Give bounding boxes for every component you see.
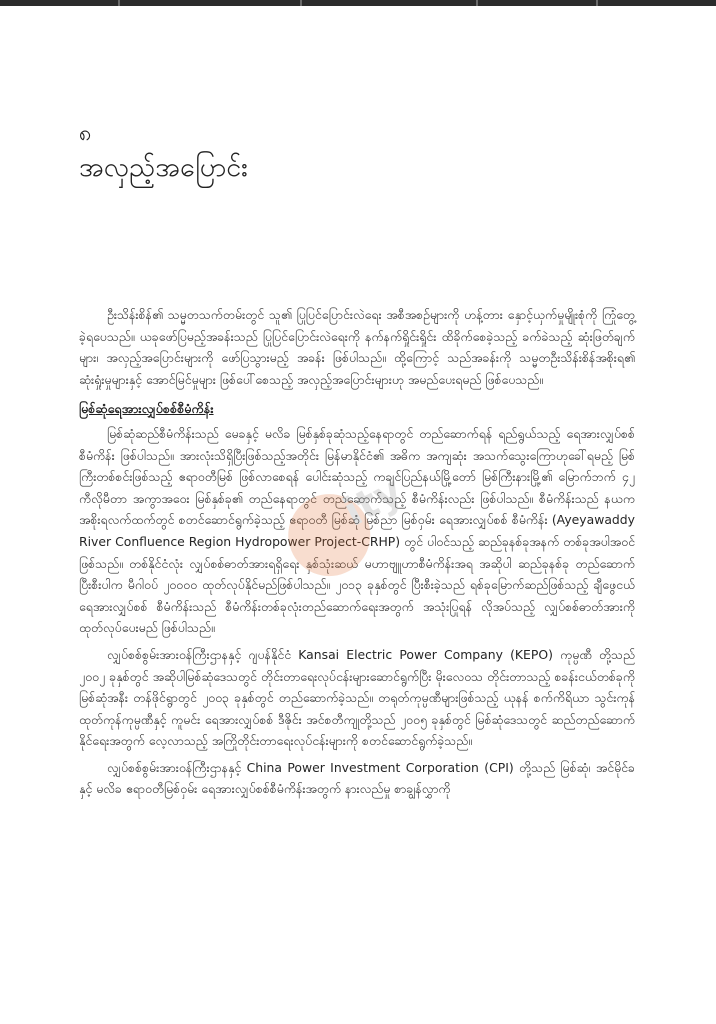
body-paragraph: လျှပ်စစ်စွမ်းအားဝန်ကြီးဌာနနှင့် China Power Investment Corporation (CPI) တို့သည် မြစ်ဆုံ၊ အင်မိုင်ခနှင့် မလိခ ဧရာဝတီမြစ်ဝှမ်း ရေအားလျှပ်စစ်စီမံကိန်းအတွက် နားလည်မှု စာချွန်လွှာကို — [79, 759, 635, 797]
chapter-number: ၈ — [79, 121, 92, 146]
section-heading: မြစ်ဆုံရေအားလျှပ်စစ်စီမံကိန်း — [79, 401, 214, 417]
chapter-title: အလှည့်အပြောင်း — [79, 152, 249, 183]
intro-paragraph: ဦးသိန်းစိန်၏ သမ္မတသက်တမ်းတွင် သူ၏ ပြုပြင်ပြောင်းလဲရေး အစီအစဉ်များကို ဟန့်တား နှောင့်ယှက်မှုမျိုးစုံကို ကြုံတွေ့ခဲ့ရပေသည်။ ယခုဖော်ပြမည့်အခန်းသည် ပြုပြင်ပြောင်းလဲရေးကို နက်နက်ရှိုင်းရှိုင်း ထိခိုက်စေခဲ့သည့် ခက်ခဲသည့် ဆုံးဖြတ်ချက်များ၊ အလှည့်အပြောင်းများကို ဖော်ပြသွားမည့် အခန်း ဖြစ်ပါသည်။ ထို့ကြောင့် သည်အခန်းကို သမ္မတဦးသိန်းစိန်အစိုးရ၏ ဆုံးရှုံးမှုများနှင့် အောင်မြင်မှုများ ဖြစ်ပေါ်စေသည့် အလှည့်အပြောင်းများဟု အမည်ပေးရမည် ဖြစ်ပေသည်။ — [79, 307, 635, 387]
watermark-text: ity — [336, 467, 410, 536]
page-body — [79, 304, 635, 805]
body-paragraph: မြစ်ဆုံဆည်စီမံကိန်းသည် မေခနှင့် မလိခ မြစ်နှစ်ခုဆုံသည့်နေရာတွင် တည်ဆောက်ရန် ရည်ရွယ်သည့် ရေအားလျှပ်စစ်စီမံကိန်း ဖြစ်ပါသည်။ အားလုံးသိရှိပြီးဖြစ်သည့်အတိုင်း မြန်မာနိုင်ငံ၏ အဓိက အကျဆုံး အသက်သွေးကြောဟုခေါ်ရမည့် မြစ်ကြီးတစ်စင်းဖြစ်သည့် ဧရာဝတီမြစ် ဖြစ်လာစေရန် ပေါင်းဆုံသည့် ကချင်ပြည်နယ်မြို့တော် မြစ်ကြီးနားမြို့၏ မြောက်ဘက် ၄၂ ကီလိုမီတာ အကွာအဝေး မြစ်နှစ်ခု၏ တည်နေရာတွင် တည်ဆောက်သည့် စီမံကိန်းလည်း ဖြစ်ပါသည်။ စီမံကိန်းသည် နယက အစိုးရလက်ထက်တွင် စတင်ဆောင်ရွက်ခဲ့သည့် ဧရာဝတီ မြစ်ဆုံ မြစ်ညာ မြစ်ဝှမ်း ရေအားလျှပ်စစ် စီမံကိန်း (Ayeyawaddy River Confluence Region Hydropower Project-CRHP) တွင် ပါဝင်သည့် ဆည်ခုနစ်ခုအနက် တစ်ခုအပါအဝင်ဖြစ်သည်။ တစ်နိုင်ငံလုံး လျှပ်စစ်ဓာတ်အားရရှိရေး နှစ်သုံးဆယ် မဟာဗျူဟာစီမံကိန်းအရ အဆိုပါ ဆည်ခုနစ်ခု တည်ဆောက်ပြီးစီးပါက မီဂါဝပ် ၂၀၀၀၀ ထုတ်လုပ်နိုင်မည်ဖြစ်ပါသည်။ ၂၀၁၃ ခုနှစ်တွင် ပြီးစီးခဲ့သည် ရစ်ခုမြောက်ဆည်ဖြစ်သည့် ချီဖွေငယ် ရေအားလျှပ်စစ် စီမံကိန်းသည် စီမံကိန်းတစ်ခုလုံးတည်ဆောက်ရေးအတွက် အသုံးပြုရန် လိုအပ်သည့် လျှပ်စစ်ဓာတ်အားကို ထုတ်လုပ်ပေးမည် ဖြစ်ပါသည်။ — [79, 425, 635, 636]
body-paragraph: လျှပ်စစ်စွမ်းအားဝန်ကြီးဌာနနှင့် ဂျပန်နိုင်ငံ Kansai Electric Power Company (KEPO) ကုမ္ပဏီ တို့သည် ၂၀၀၂ ခုနှစ်တွင် အဆိုပါမြစ်ဆုံဒေသတွင် တိုင်းတာရေးလုပ်ငန်းများဆောင်ရွက်ပြီး မိုးလေဝသ တိုင်းတာသည့် စခန်းငယ်တစ်ခုကို မြစ်ဆုံအနီး တန်ဖိုင်ရွာတွင် ၂၀၀၃ ခုနှစ်တွင် တည်ဆောက်ခဲ့သည်။ တရုတ်ကုမ္ပဏီများဖြစ်သည့် ယုနန် စက်ကိရိယာ သွင်းကုန်ထုတ်ကုန်ကုမ္ပဏီနှင့် ကူမင်း ရေအားလျှပ်စစ် ဒီဇိုင်း အင်စတီကျုတို့သည် ၂၀၀၅ ခုနှစ်တွင် မြစ်ဆုံဒေသတွင် ဆည်တည်ဆောက်နိုင်ရေးအတွက် လေ့လာသည့် အကြိုတိုင်းတာရေးလုပ်ငန်းများကို စတင်ဆောင်ရွက်ခဲ့သည်။ — [79, 646, 635, 749]
